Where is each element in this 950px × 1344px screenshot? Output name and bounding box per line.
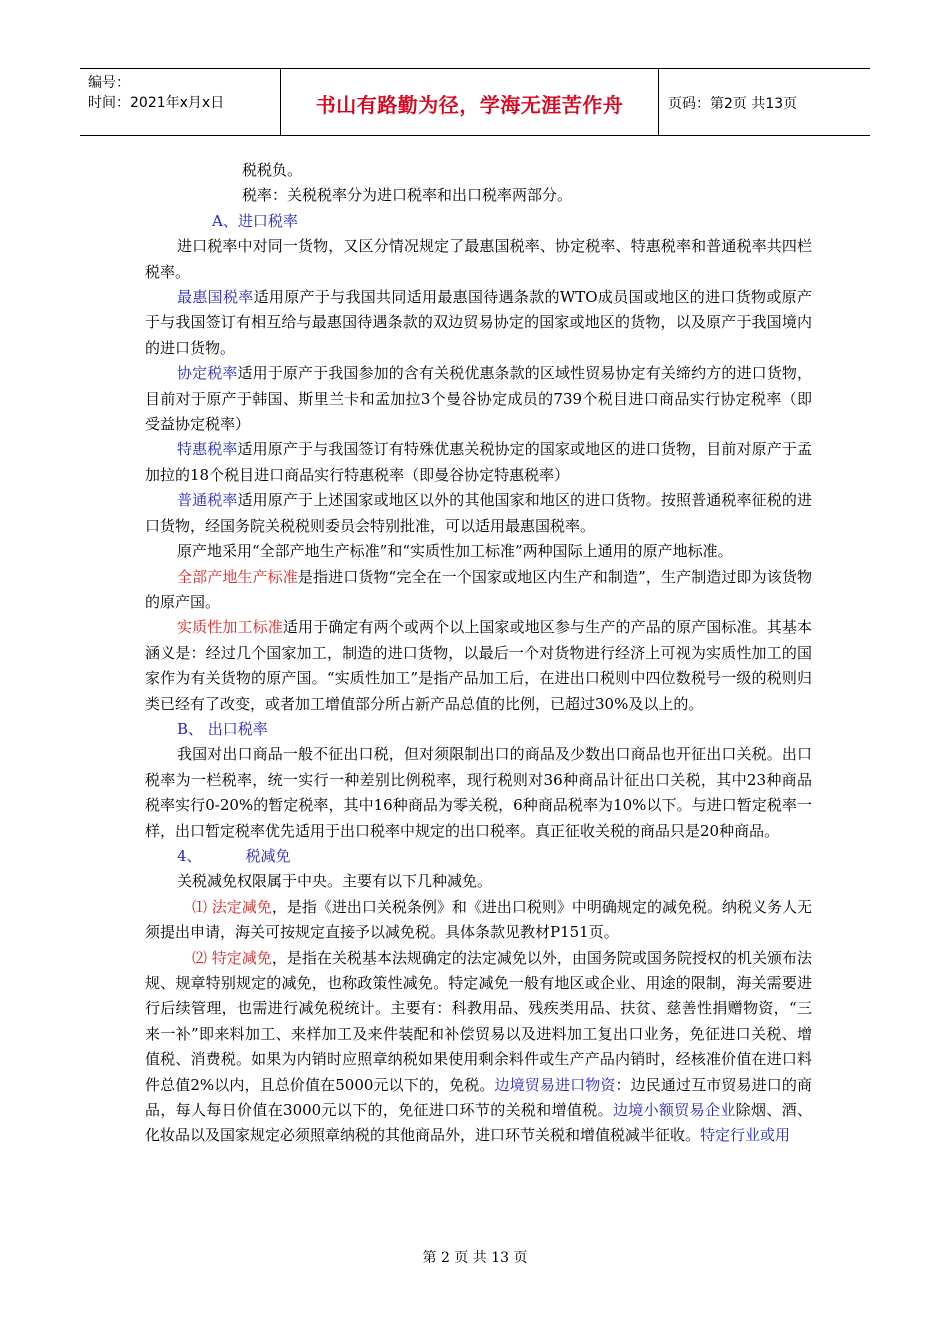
paragraph-text: 适用于原产于我国参加的含有关税优惠条款的区域性贸易协定有关缔约方的进口货物，目前对于原产于韩国、斯里兰卡和孟加拉3个曼谷协定成员的739个税目进口商品实行协定税率（即受益协定税率） bbox=[145, 364, 812, 434]
term-general-rate: 普通税率 bbox=[177, 491, 238, 510]
paragraph-text: 除烟、酒、化妆品以及国家规定必须照章纳税的其他商品外，进口环节关税和增值税减半征收。 bbox=[145, 1101, 812, 1145]
paragraph-text: 适用原产于与我国签订有特殊优惠关税协定的国家或地区的进口货物，目前对原产于孟加拉的18个税目进口商品实行特惠税率（即曼谷协定特惠税率） bbox=[145, 440, 812, 484]
paragraph-text: ，是指《进出口关税条例》和《进出口税则》中明确规定的减免税。纳税义务人无须提出申请，海关可按规定直接予以减免税。具体条款见教材P151页。 bbox=[145, 897, 812, 942]
paragraph bbox=[145, 615, 812, 717]
paragraph-text: ，是指在关税基本法规确定的法定减免以外，由国务院或国务院授权的机关颁布法规、规章特别规定的减免，也称政策性减免。特定减免一般有地区或企业、用途的限制，海关需要进行后续管理，也需进行减免税统计。主要有：科教用品、残疾类用品、扶贫、慈善性捐赠物资，“三来一补”即来料加工、来样加工及来件装配和补偿贸易以及进料加工复出口业务，免征进口关税、增值税、消费税。如果为内销时应照章纳税如果使用剩余料件或生产产品内销时，经核准价值在进口料件总值2%以内，且总价值在5000元以下的，免税。 bbox=[145, 948, 812, 1094]
paragraph bbox=[145, 895, 812, 946]
paragraph-text: 是指进口货物“完全在一个国家或地区内生产和制造”，生产制造过即为该货物的原产国。 bbox=[145, 567, 812, 611]
paragraph bbox=[145, 488, 812, 539]
heading-text: 税减免 bbox=[245, 846, 291, 865]
paragraph-text: ：边民通过互市贸易进口的商品，每人每日价值在3000元以下的，免征进口环节的关税和增值税。 bbox=[145, 1075, 812, 1120]
paragraph bbox=[145, 437, 812, 488]
header-motto: 书山有路勤为径，学海无涯苦作舟 bbox=[315, 93, 624, 117]
page-header bbox=[80, 68, 870, 136]
header-meta bbox=[88, 73, 278, 113]
page-footer: 第 2 页 共 13 页 bbox=[422, 1250, 528, 1266]
paragraph-text: 适用原产于上述国家或地区以外的其他国家和地区的进口货物。按照普通税率征税的进口货物，经国务院关税税则委员会特别批准，可以适用最惠国税率。 bbox=[145, 491, 812, 535]
term-specific-industry: 特定行业或用 bbox=[700, 1126, 791, 1145]
term-substantial-processing-standard: 实质性加工标准 bbox=[177, 618, 283, 637]
term-mfn-rate: 最惠国税率 bbox=[177, 288, 254, 307]
header-page-info: 页码：第2页 共13页 bbox=[668, 96, 798, 112]
paragraph bbox=[145, 946, 812, 1149]
paragraph bbox=[145, 361, 812, 437]
paragraph bbox=[145, 285, 812, 361]
term-specific-reduction: ⑵ 特定减免 bbox=[192, 948, 272, 967]
paragraph-text: 适用原产于与我国共同适用最惠国待遇条款的WTO成员国或地区的进口货物或原产于与我国签订有相互给与最惠国待遇条款的双边贸易协定的国家或地区的货物，以及原产于我国境内的进口货物。 bbox=[145, 288, 812, 357]
paragraph bbox=[145, 565, 812, 616]
document-body bbox=[145, 158, 812, 1149]
time-label: 时间：2021年x月x日 bbox=[88, 95, 225, 111]
heading-import-rate: A、进口税率 bbox=[212, 211, 298, 230]
term-legal-reduction: ⑴ 法定减免 bbox=[192, 897, 272, 916]
term-preferential-rate: 特惠税率 bbox=[177, 440, 238, 459]
paragraph: 我国对出口商品一般不征出口税，但对须限制出口的商品及少数出口商品也开征出口关税。出口税率为一栏税率，统一实行一种差别比例税率，现行税则对36种商品计征出口关税，其中23种商品税率实行0-20%的暂定税率，其中16种商品为零关税，6种商品税率为10%以下。与进口暂定税率一样，出口暂定税率优先适用于出口税率中规定的出口税率。真正征收关税的商品只是20种商品。 bbox=[145, 745, 812, 840]
paragraph: 关税减免权限属于中央。主要有以下几种减免。 bbox=[177, 872, 493, 891]
heading-export-rate: B、 出口税率 bbox=[177, 719, 268, 738]
paragraph: 进口税率中对同一货物，又区分情况规定了最惠国税率、协定税率、特惠税率和普通税率共四栏税率。 bbox=[145, 237, 812, 281]
term-border-trade-goods: 边境贸易进口物资 bbox=[494, 1075, 616, 1094]
heading-tax-reduction bbox=[145, 844, 812, 869]
header-divider bbox=[658, 69, 659, 135]
text-line: 税税负。 bbox=[242, 161, 303, 179]
serial-label: 编号： bbox=[88, 75, 130, 91]
term-border-small-trade: 边境小额贸易企业 bbox=[612, 1101, 736, 1120]
term-agreement-rate: 协定税率 bbox=[177, 364, 238, 383]
paragraph-text: 适用于确定有两个或两个以上国家或地区参与生产的产品的原产国标准。其基本涵义是：经过几个国家加工，制造的进口货物，以最后一个对货物进行经济上可视为实质性加工的国家作为有关货物的原产国。“实质性加工”是指产品加工后，在进出口税则中四位数税号一级的税则归类已经有了改变，或者加工增值部分所占新产品总值的比例，已超过30%及以上的。 bbox=[145, 618, 812, 713]
text-line: 税率：关税税率分为进口税率和出口税率两部分。 bbox=[242, 186, 573, 205]
term-whole-origin-standard: 全部产地生产标准 bbox=[177, 567, 298, 586]
paragraph: 原产地采用“全部产地生产标准”和“实质性加工标准”两种国际上通用的原产地标准。 bbox=[177, 542, 733, 561]
heading-number: 4、 bbox=[177, 846, 202, 865]
